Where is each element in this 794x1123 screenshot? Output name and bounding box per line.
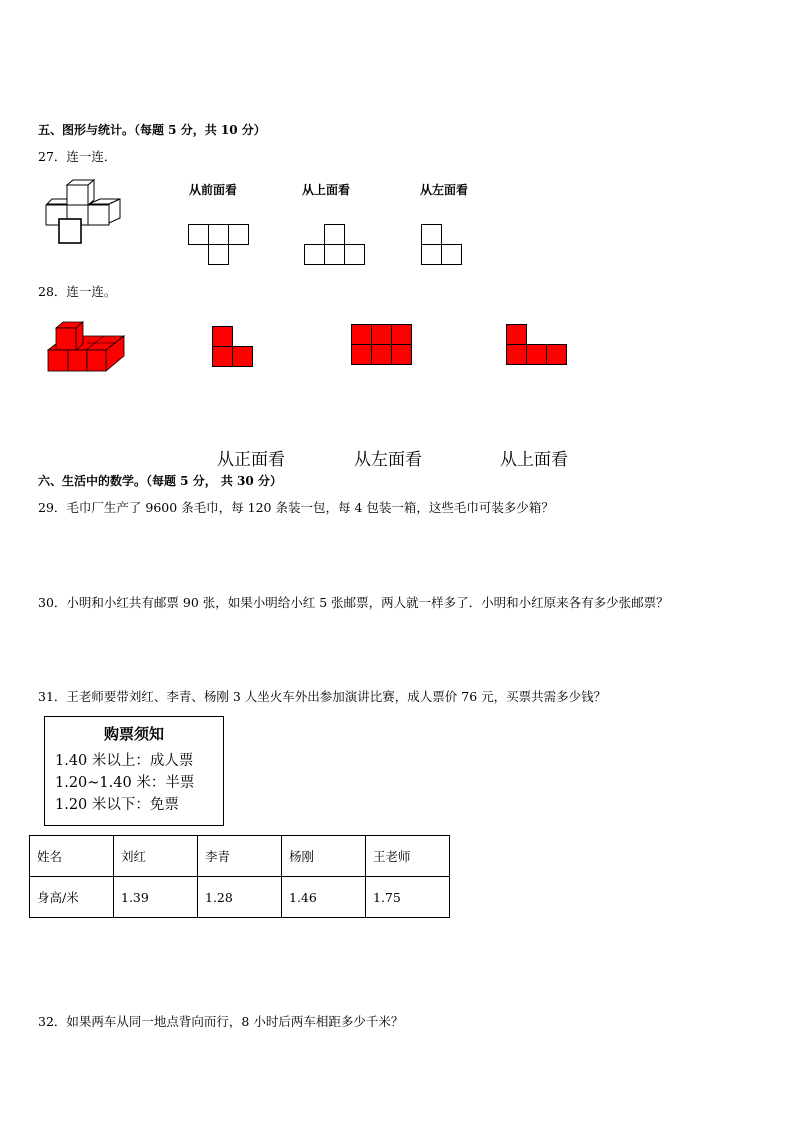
question-32-text: 32．如果两车从同一地点背向而行，8 小时后两车相距多少千米？	[38, 1014, 404, 1029]
ticket-notice-line: 1.20 米以下：免票	[55, 797, 179, 813]
table-cell: 1.46	[282, 877, 366, 918]
table-cell: 杨刚	[282, 836, 366, 877]
question-28-text: 28．连一连。	[38, 284, 117, 299]
table-cell: 1.39	[114, 877, 198, 918]
ticket-notice-line: 1.20~1.40 米：半票	[55, 775, 195, 791]
q27-cube-figure	[42, 180, 126, 246]
q27-left-view-shape	[421, 224, 463, 266]
q27-front-view-shape	[188, 224, 250, 266]
question-29-text: 29．毛巾厂生产了 9600 条毛巾，每 120 条装一包，每 4 包装一箱，这些毛巾可装多少箱？	[38, 500, 554, 515]
q27-top-view-shape	[304, 224, 366, 266]
q28-shape-b	[351, 324, 413, 366]
height-table	[29, 835, 450, 918]
table-cell: 姓名	[30, 836, 114, 877]
table-row	[30, 877, 450, 918]
table-cell: 1.28	[198, 877, 282, 918]
q28-shape-a	[212, 326, 254, 368]
q28-shape-c	[506, 324, 568, 366]
table-cell: 刘红	[114, 836, 198, 877]
question-27-text: 27．连一连．	[38, 149, 117, 164]
q28-view-front-label: 从正面看	[217, 450, 285, 470]
q28-view-top-label: 从上面看	[500, 450, 568, 470]
table-cell: 李青	[198, 836, 282, 877]
q28-red-cube-figure	[46, 314, 128, 374]
table-cell: 1.75	[366, 877, 450, 918]
section-6-title: 六、生活中的数学。（每题 5 分， 共 30 分）	[38, 474, 282, 488]
question-31-text: 31．王老师要带刘红、李青、杨刚 3 人坐火车外出参加演讲比赛，成人票价 76 元，买票共需多少钱？	[38, 689, 607, 704]
q28-view-left-label: 从左面看	[354, 450, 422, 470]
ticket-notice-line: 1.40 米以上：成人票	[55, 753, 194, 769]
q27-view-front-label: 从前面看	[189, 183, 238, 197]
q27-view-top-label: 从上面看	[302, 183, 351, 197]
ticket-notice-title: 购票须知	[103, 725, 164, 743]
table-row	[30, 836, 450, 877]
table-cell: 身高/米	[30, 877, 114, 918]
section-5-title: 五、图形与统计。（每题 5 分，共 10 分）	[38, 123, 266, 137]
q27-view-left-label: 从左面看	[420, 183, 469, 197]
ticket-notice-box	[44, 716, 224, 826]
question-30-text: 30．小明和小红共有邮票 90 张，如果小明给小红 5 张邮票，两人就一样多了．小明和小红原来各有多少张邮票？	[38, 595, 669, 610]
table-cell: 王老师	[366, 836, 450, 877]
